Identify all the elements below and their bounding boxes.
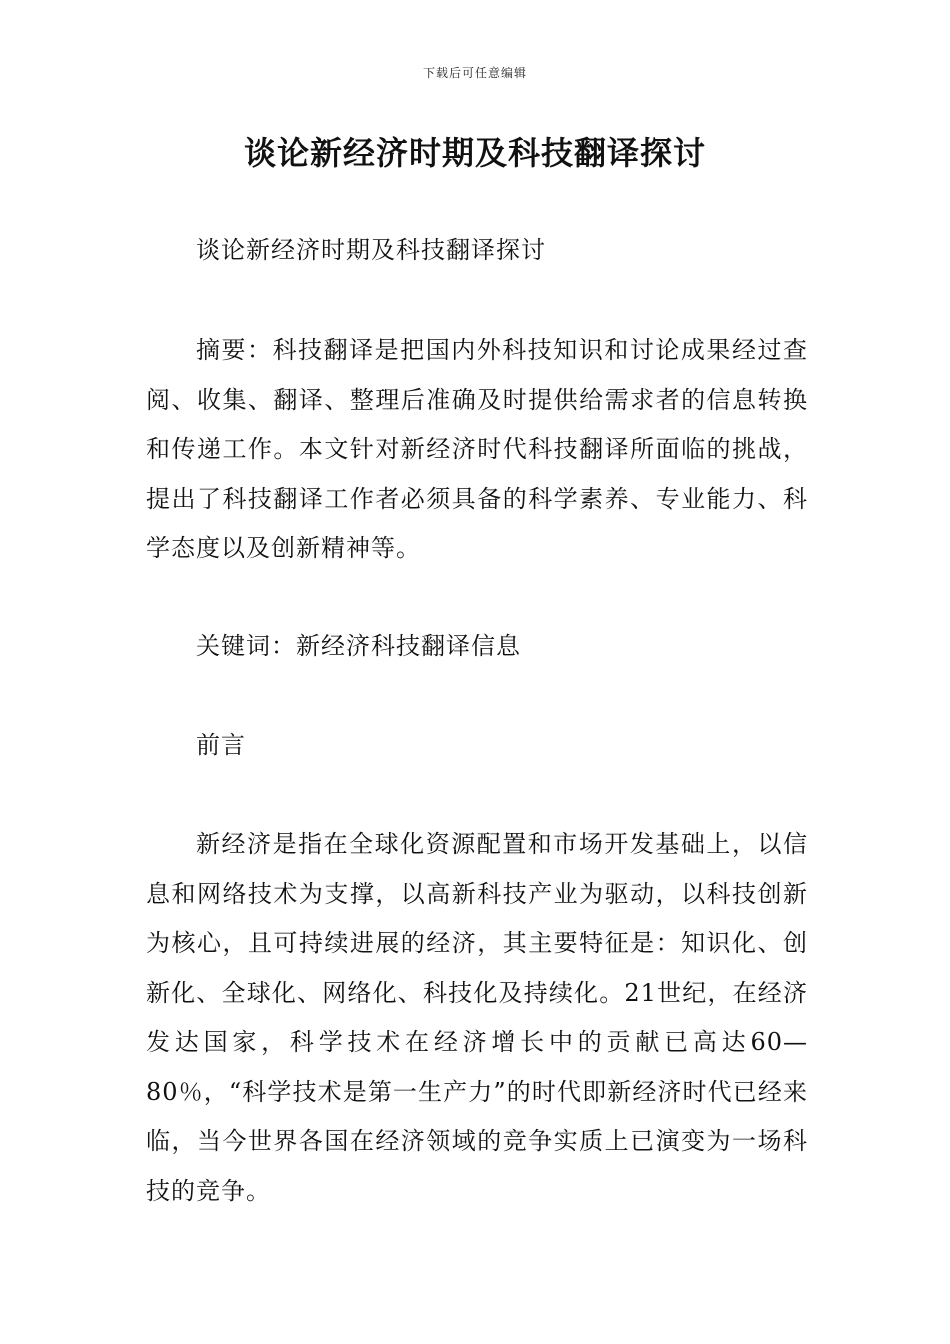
preface-block xyxy=(146,721,808,771)
keywords-block xyxy=(146,622,808,672)
keywords-paragraph: 关键词：新经济科技翻译信息 xyxy=(196,632,521,660)
intro-block xyxy=(146,820,808,1216)
subtitle-paragraph: 谈论新经济时期及科技翻译探讨 xyxy=(196,236,546,264)
abstract-paragraph: 摘要：科技翻译是把国内外科技知识和讨论成果经过查阅、收集、翻译、整理后准确及时提供给需求者的信息转换和传递工作。本文针对新经济时代科技翻译所面临的挑战，提出了科技翻译工作者必须具备的科学素养、专业能力、科学态度以及创新精神等。 xyxy=(146,336,808,562)
header-note: 下载后可任意编辑 xyxy=(422,66,527,80)
intro-paragraph: 新经济是指在全球化资源配置和市场开发基础上，以信息和网络技术为支撑，以高新科技产业为驱动，以科技创新为核心，且可持续进展的经济，其主要特征是：知识化、创新化、全球化、网络化、科技化及持续化。21世纪，在经济发达国家，科学技术在经济增长中的贡献已高达60—80％，“科学技术是第一生产力”的时代即新经济时代已经来临，当今世界各国在经济领域的竞争实质上已演变为一场科技的竞争。 xyxy=(146,830,808,1205)
preface-heading: 前言 xyxy=(196,731,246,759)
abstract-block xyxy=(146,326,808,574)
subtitle-block xyxy=(146,226,808,276)
document-title: 谈论新经济时期及科技翻译探讨 xyxy=(243,134,706,172)
